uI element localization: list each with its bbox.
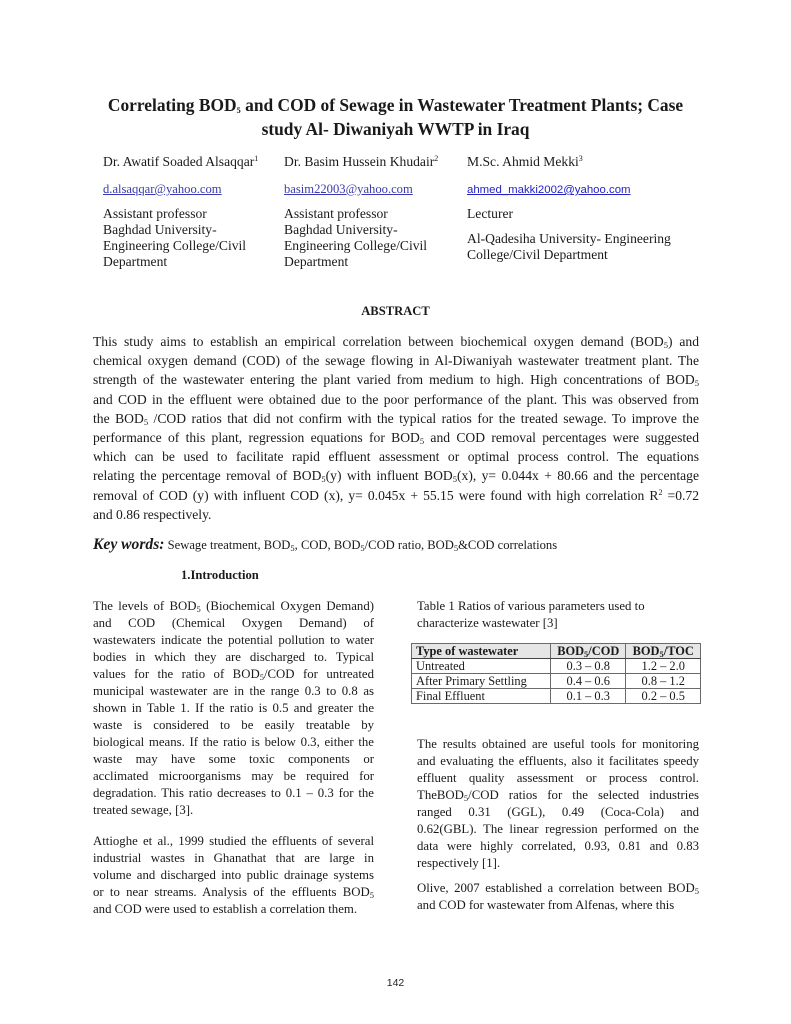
- text-line: Attioghe et al., 1999 studied the effluents of several: [93, 834, 374, 848]
- text-line: Olive, 2007 established a correlation between $BOD_5$: [417, 881, 699, 896]
- table-cell-bod-cod: 0.4 – 0.6: [551, 674, 626, 689]
- table-cell-type: After Primary Settling: [412, 674, 551, 689]
- text-line: municipal wastewater are in the range 0.3 to 0.8 as: [93, 684, 374, 698]
- author-3-email-link[interactable]: ahmed_makki2002@yahoo.com: [467, 184, 631, 196]
- author-1-name: Dr. Awatif Soaded Alsaqqar$^1$: [103, 154, 259, 169]
- abstract-body: [93, 332, 699, 524]
- title-line-2: study Al- Diwaniyah WWTP in Iraq: [261, 119, 530, 139]
- table-cell-type: Final Effluent: [412, 689, 551, 704]
- text-line: and COD for wastewater from Alfenas, where this: [417, 898, 675, 912]
- text-line: acclimated microorganisms may be required for: [93, 769, 374, 783]
- right-paragraph-2: [417, 880, 699, 914]
- table-cell-bod-cod: 0.3 – 0.8: [551, 659, 626, 674]
- table-cell-bod-toc: 1.2 – 2.0: [626, 659, 701, 674]
- table-header-bod-toc: $BOD_5$/TOC: [626, 644, 701, 659]
- author-1-affiliation: Assistant professor Baghdad University- Engineering College/Civil Department: [103, 206, 247, 269]
- text-line: 0.62(GBL). The linear regression performed on the: [417, 822, 699, 836]
- table-cell-type: Untreated: [412, 659, 551, 674]
- author-2-email-link[interactable]: basim22003@yahoo.com: [284, 182, 413, 196]
- text-line: and COD in the effluent were obtained due to the poor performance of the plant. This was observed from: [93, 391, 699, 407]
- text-line: waste is considered to be easily treatable by: [93, 718, 374, 732]
- paper-title: [60, 93, 731, 141]
- text-line: relating the percentage removal of $BOD_5(y)$ with influent $BOD_5(x)$, y= 0.044x + 80.66 and the percentage: [93, 468, 700, 485]
- table-cell-bod-toc: 0.2 – 0.5: [626, 689, 701, 704]
- text-line: and COD were used to establish a correlation them.: [93, 902, 358, 916]
- table-row: [412, 689, 701, 704]
- text-line: bodies in which they are discharged to. Typical: [93, 650, 374, 664]
- author-3-affiliation: Lecturer Al-Qadesiha University- Engineering College/Civil Department: [467, 206, 671, 262]
- text-line: data were highly correlated, 0.93, 0.81 and 0.83: [417, 839, 699, 853]
- table-header-bod-cod: $BOD_5$/COD: [551, 644, 626, 659]
- table-cell-bod-cod: 0.1 – 0.3: [551, 689, 626, 704]
- keywords: Key words: Sewage treatment, $BOD_5$, COD, $BOD_5$/COD ratio, $BOD_5\&COD$ correlations: [93, 536, 558, 553]
- text-line: ranged 0.31 (GGL), 0.49 (Coca-Cola) and: [417, 805, 699, 819]
- text-line: and evaluating the effluents, also it facilitates speedy: [417, 754, 699, 768]
- text-line: volume and discharged into public drainage systems: [93, 868, 374, 882]
- text-line: chemical oxygen demand (COD) of the sewage flowing in Al-Diwaniyah wastewater treatment plant. The: [93, 353, 699, 369]
- text-line: the $BOD_5$ /COD ratios that did not confirm with the typical ratios for the treated sewage. To improve the: [93, 410, 699, 427]
- table-row: [412, 659, 701, 674]
- section-heading-introduction: 1.Introduction: [181, 568, 259, 582]
- text-line: biological means. If the ratio is below 0.3, either the: [93, 735, 374, 749]
- intro-paragraph-2: [93, 833, 374, 918]
- author-2-affiliation: Assistant professor Baghdad University- Engineering College/Civil Department: [284, 206, 428, 269]
- table-header-type: Type of wastewater: [412, 644, 551, 659]
- text-line: values for the ratio of $BOD_5$/COD for untreated: [93, 667, 374, 682]
- text-line: respectively [1].: [417, 856, 501, 870]
- intro-paragraph-1: [93, 598, 374, 819]
- text-line: industrial wastes in Ghanathat that are large in: [93, 851, 374, 865]
- text-line: The levels of $BOD_5$ (Biochemical Oxygen Demand): [93, 599, 374, 614]
- text-line: strength of the wastewater entering the plant varied from medium to high. High concentrations of $BOD_5$: [93, 372, 699, 389]
- text-line: removal of COD (y) with influent COD (x), y= 0.045x + 55.15 were found with high correlation $R^2 =0.72$: [93, 487, 699, 503]
- text-line: degradation. This ratio decreases to 0.1 – 0.3 for the: [93, 786, 374, 800]
- author-2-name: Dr. Basim Hussein Khudair$^2$: [284, 154, 439, 169]
- author-1-email-link[interactable]: d.alsaqqar@yahoo.com: [103, 182, 222, 196]
- text-line: and 0.86 respectively.: [93, 506, 212, 522]
- keywords-label: Key words: [93, 536, 160, 553]
- title-line-1: Correlating $BOD_5$ and COD of Sewage in Wastewater Treatment Plants; Case: [107, 95, 684, 115]
- table-1: [411, 643, 701, 704]
- text-line: wastewaters indicate the potential pollution to water: [93, 633, 374, 647]
- keywords-list: Sewage treatment, $BOD_5$, COD, $BOD_5$/COD ratio, $BOD_5\&COD$ correlations: [164, 538, 558, 553]
- text-line: This study aims to establish an empirical correlation between biochemical oxygen demand $(BOD_5)$ and: [93, 334, 699, 350]
- right-paragraph-1: [417, 736, 699, 872]
- table-header-row: [412, 644, 701, 659]
- text-line: performance of this plant, regression equations for $BOD_5$ and COD removal percentages were suggested: [93, 430, 699, 447]
- text-line: and COD (Chemical Oxygen Demand) of: [93, 616, 374, 630]
- text-line: The results obtained are useful tools for monitoring: [417, 737, 699, 751]
- text-line: which can be used to facilitate rapid effluent assessment or optimal process control. The equations: [93, 449, 699, 465]
- abstract-heading: ABSTRACT: [361, 304, 430, 318]
- page-number: 142: [386, 977, 405, 989]
- text-line: shown in Table 1. If the ratio is 0.5 and greater the: [93, 701, 374, 715]
- text-line: TheBOD$_5$/COD ratios for the selected industries: [417, 788, 699, 803]
- text-line: treated sewage, [3].: [93, 803, 194, 817]
- text-line: or to near streams. Analysis of the effluents $BOD_5$: [93, 885, 374, 900]
- table-cell-bod-toc: 0.8 – 1.2: [626, 674, 701, 689]
- table-row: [412, 674, 701, 689]
- text-line: effluent quality assessment or process control.: [417, 771, 699, 785]
- author-3-name: M.Sc. Ahmid Mekki$^3$: [467, 154, 583, 169]
- text-line: waste may have some toxic components or: [93, 752, 374, 766]
- table-1-caption: Table 1 Ratios of various parameters used to characterize wastewater [3]: [417, 599, 645, 630]
